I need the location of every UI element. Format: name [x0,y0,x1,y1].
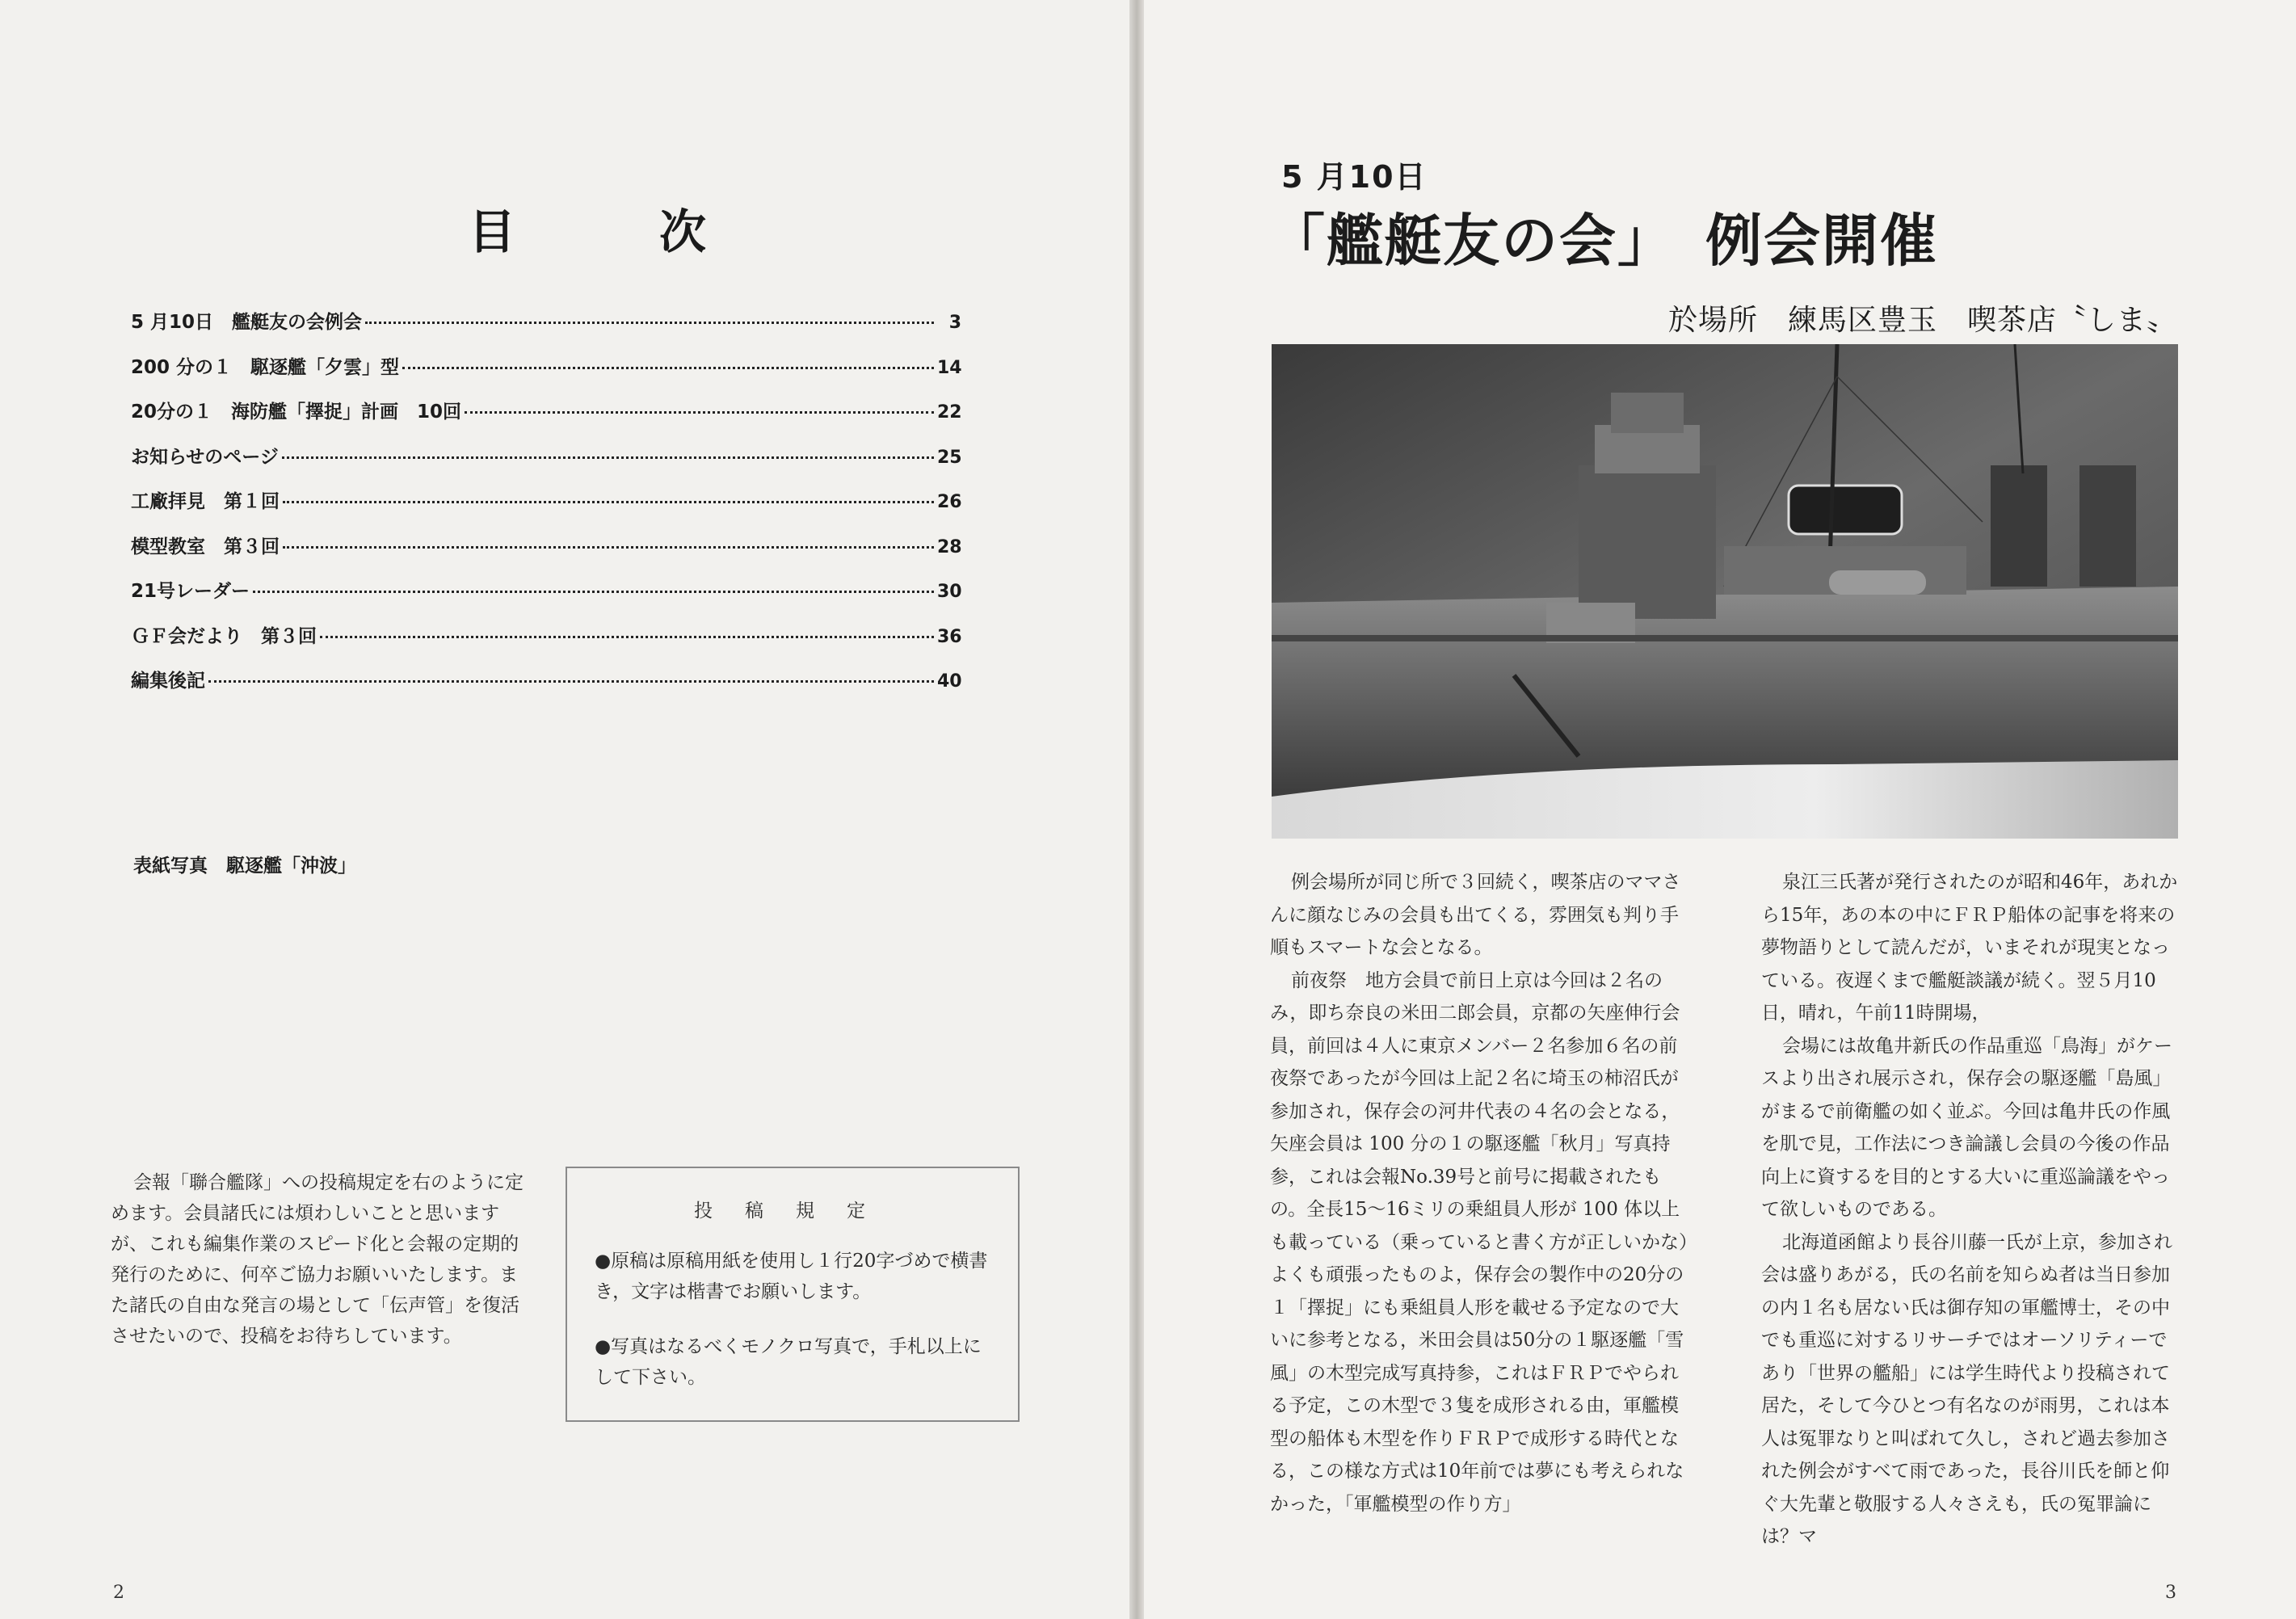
left-page [0,0,1131,1619]
article-column-1 [1270,866,1688,1520]
article-date: 5 月10日 [1281,159,1428,195]
toc-dot-leader [283,546,934,549]
rule-item: ●写真はなるべくモノクロ写真で，手札以上にして下さい。 [595,1336,982,1388]
rule-item: ●原稿は原稿用紙を使用し１行20字づめで横書き，文字は楷書でお願いします。 [595,1251,988,1302]
toc-entry [131,486,961,532]
article-paragraph: 前夜祭 地方会員で前日上京は今回は２名のみ，即ち奈良の米田二郎会員，京都の矢座伸行会員，前回は４人に東京メンバー２名参加６名の前夜祭であったが今回は上記２名に埼玉の柿沼氏が参加され，保存会の河井代表の４名の会となる，矢座会員は 100 分の１の駆逐艦「秋月」写真持参，これは会報No.39号と前号に掲載されたもの。全長15～16ミリの乗組員人形が 100 体以上も載っている（乗っていると書く方が正しいかな）よくも頑張ったものよ，保存会の製作中の20分の１「擇捉」にも乗組員人形を載せる予定なので大いに参考となる，米田会員は50分の１駆逐艦「雪風」の木型完成写真持参，これはＦＲＰでやられる予定，この木型で３隻を成形される由，軍艦模型の船体も木型を作りＦＲＰで成形する時代となる，この様な方式は10年前では夢にも考えられなかった，「軍艦模型の作り方」 [1270,969,1688,1515]
toc-entry-page: 26 [937,492,962,512]
toc-dot-leader [282,456,934,459]
toc-entry-label: 20分の１ 海防艦「擇捉」計画 10回 [131,402,462,423]
toc-dot-leader [402,367,934,369]
page-number: 3 [2165,1583,2176,1603]
toc-entry-page: 36 [937,626,962,647]
toc-dot-leader [208,680,934,683]
toc-entry-page: 22 [937,402,962,423]
article-title: 「艦艇友の会」 例会開催 [1268,208,1938,274]
toc-dot-leader [365,322,934,324]
table-of-contents [131,307,961,711]
toc-entry-label: お知らせのページ [131,446,279,468]
warship-model-photo [1272,344,2178,839]
toc-entry-page: 28 [937,536,962,557]
toc-entry [131,352,961,397]
article-paragraph: 泉江三氏著が発行されたのが昭和46年，あれから15年，あの本の中にＦＲＰ船体の記事を将来の夢物語りとして読んだが，いまそれが現実となっている。夜遅くまで艦艇談議が続く。翌５月10日，晴れ，午前11時開場， [1761,872,2178,1024]
toc-dot-leader [283,501,934,503]
toc-entry [131,666,961,711]
toc-entry [131,621,961,667]
toc-entry-page: 30 [937,582,962,602]
toc-entry [131,307,961,352]
toc-dot-leader [320,636,934,638]
book-gutter [1129,0,1146,1619]
toc-entry-label: ＧＦ会だより 第３回 [131,625,317,647]
toc-entry-label: 21号レーダー [131,581,250,602]
toc-entry-label: 5 月10日 艦艇友の会例会 [131,312,363,333]
article-paragraph: 例会場所が同じ所で３回続く，喫茶店のママさんに顔なじみの会員も出てくる，雰囲気も判り手順もスマートな会となる。 [1270,872,1681,958]
toc-entry-label: 200 分の１ 駆逐艦「夕雲」型 [131,356,400,378]
article-venue: 於場所 練馬区豊玉 喫茶店〝しま〟 [1667,304,2176,337]
article-paragraph: 会場には故亀井新氏の作品重巡「鳥海」がケースより出され展示され，保存会の駆逐艦「島風」がまるで前衛艦の如く並ぶ。今回は亀井氏の作風を肌で見，工作法につき論議し会員の今後の作品向上に資するを目的とする大いに重巡論議をやって欲しいものである。 [1761,1035,2172,1220]
rules-title: 投稿規定 [694,1201,898,1222]
toc-entry-page: 14 [937,357,962,378]
page-number: 2 [113,1583,124,1603]
submission-notice: 会報「聯合艦隊」への投稿規定を右のように定めます。会員諸氏には煩わしいことと思いますが、これも編集作業のスピード化と会報の定期的発行のために、何卒ご協力お願いいたします。また諸氏の自由な発言の場として「伝声管」を復活させたいので、投稿をお待ちしています。 [111,1172,524,1347]
toc-entry-page: 3 [948,313,961,333]
article-paragraph: 北海道函館より長谷川藤一氏が上京，参加され会は盛りあがる，氏の名前を知らぬ者は当日参加の内１名も居ない氏は御存知の軍艦博士，その中でも重巡に対するリサーチではオーソリティーであり「世界の艦船」には学生時代より投稿されて居た，そして今ひとつ有名なのが雨男，これは本人は冤罪なりと叫ばれて久し，されど過去参加された例会がすべて雨であった，長谷川氏を師と仰ぐ大先輩と敬服する人々さえも，氏の冤罪論には？マ [1761,1231,2172,1547]
toc-entry [131,442,961,487]
toc-entry-page: 40 [937,671,962,692]
toc-entry-label: 編集後記 [131,671,205,692]
toc-dot-leader [465,411,934,414]
toc-entry-page: 25 [937,447,962,468]
toc-entry [131,532,961,577]
toc-dot-leader [253,591,934,593]
toc-entry [131,397,961,442]
cover-photo-caption: 表紙写真 駆逐艦「沖波」 [133,856,356,877]
toc-title: 目 次 [469,204,755,259]
toc-entry [131,576,961,621]
submission-rules-box [566,1167,1020,1422]
article-column-2 [1761,866,2180,1554]
toc-entry-label: 工廠拝見 第１回 [131,491,280,512]
toc-entry-label: 模型教室 第３回 [131,536,280,557]
